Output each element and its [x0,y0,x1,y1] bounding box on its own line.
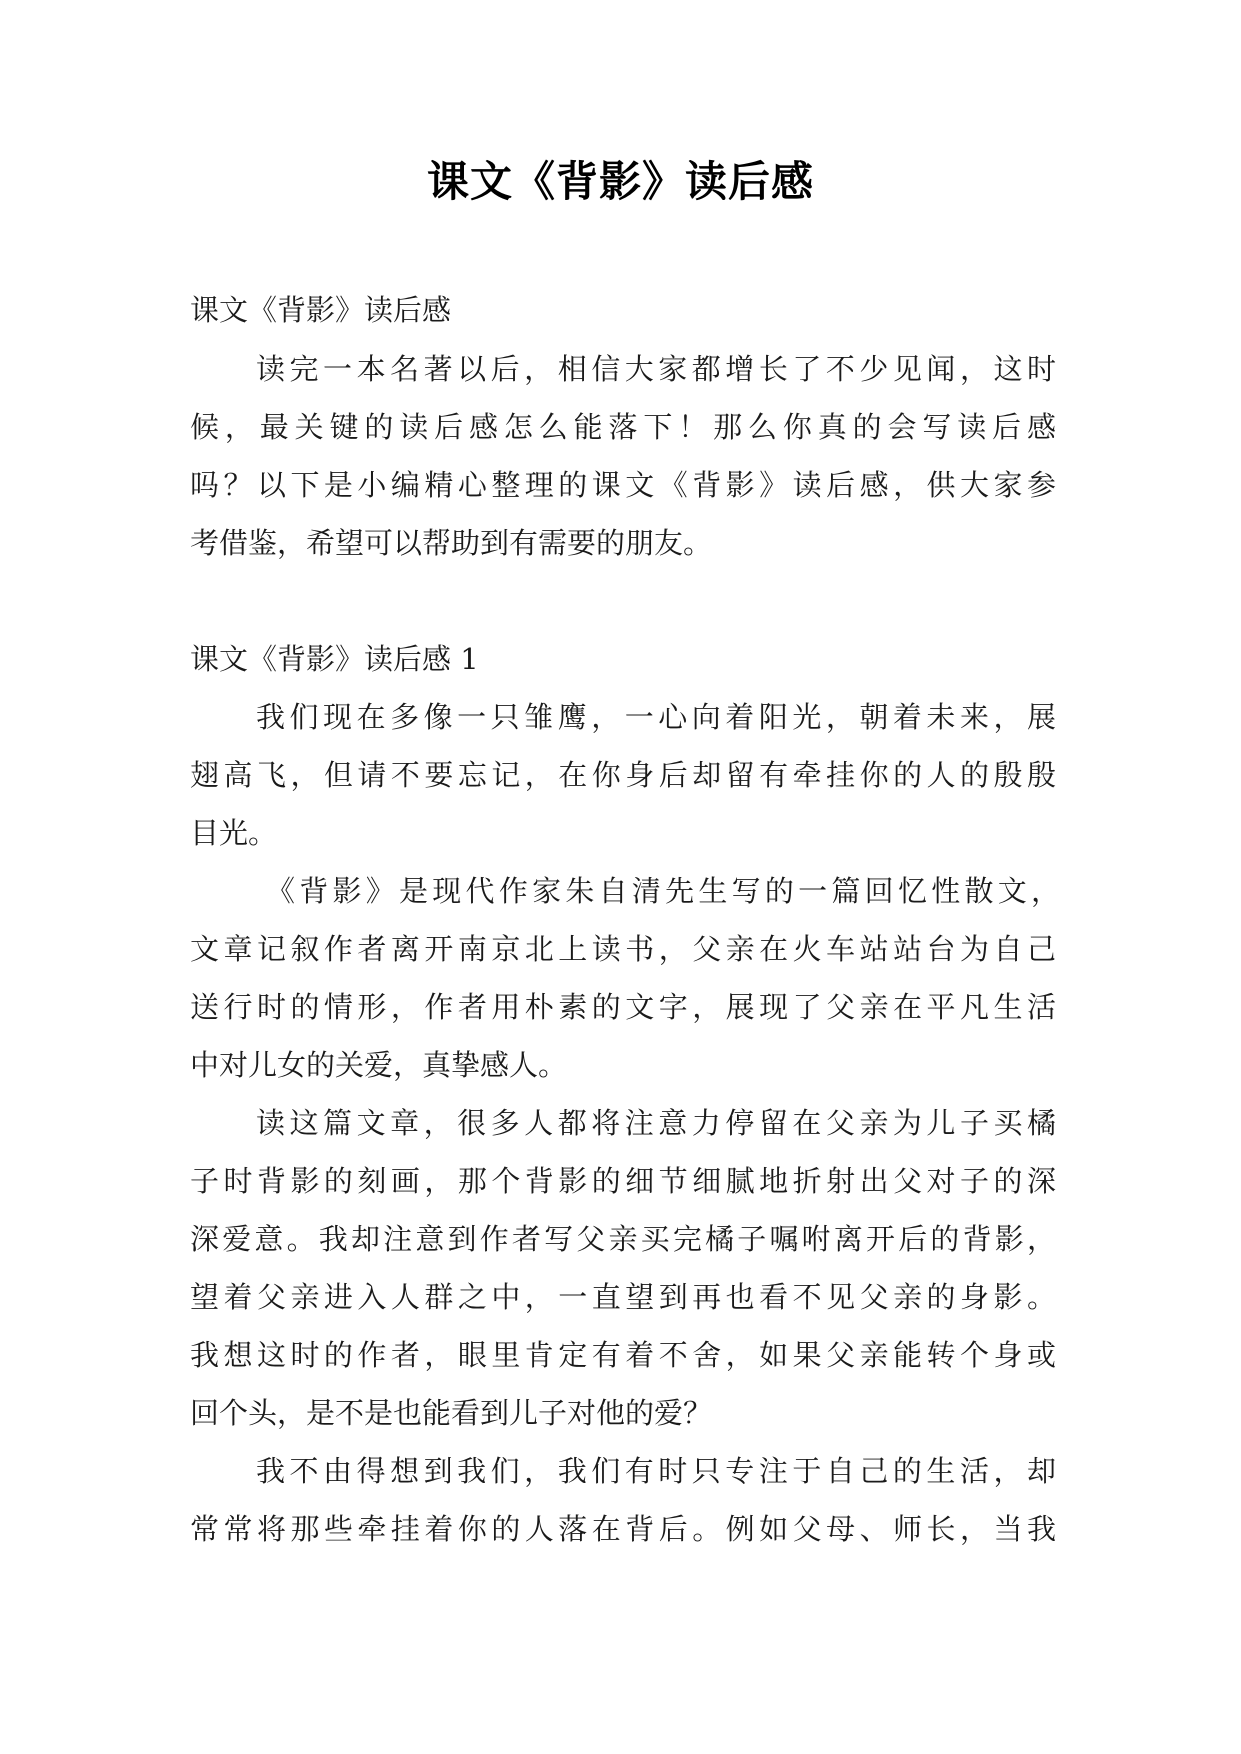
paragraph-line: 回个头，是不是也能看到儿子对他的爱？ [190,1396,713,1430]
paragraph-line: 深爱意。我却注意到作者写父亲买完橘子嘱咐离开后的背影， [190,1222,1056,1256]
paragraph-line: 望着父亲进入人群之中，一直望到再也看不见父亲的身影。 [190,1280,1056,1314]
paragraph-line: 我们现在多像一只雏鹰，一心向着阳光，朝着未来，展 [256,700,1056,734]
section-heading: 课文《背影》读后感 1 [190,642,479,676]
paragraph-line: 读完一本名著以后，相信大家都增长了不少见闻，这时 [256,352,1056,386]
paragraph-line: 读这篇文章，很多人都将注意力停留在父亲为儿子买橘 [256,1106,1056,1140]
paragraph-line: 考借鉴，希望可以帮助到有需要的朋友。 [190,526,713,560]
paragraph-line: 中对儿女的关爱，真挚感人。 [190,1048,568,1082]
paragraph-line: 送行时的情形，作者用朴素的文字，展现了父亲在平凡生活 [190,990,1056,1024]
intro-heading: 课文《背影》读后感 [190,293,452,327]
paragraph-line: 我不由得想到我们，我们有时只专注于自己的生活，却 [256,1454,1056,1488]
paragraph-line: 文章记叙作者离开南京北上读书，父亲在火车站站台为自己 [190,932,1056,966]
paragraph-line: 翅高飞，但请不要忘记，在你身后却留有牵挂你的人的殷殷 [190,758,1056,792]
paragraph-line: 我想这时的作者，眼里肯定有着不舍，如果父亲能转个身或 [190,1338,1056,1372]
paragraph-line: 子时背影的刻画，那个背影的细节细腻地折射出父对子的深 [190,1164,1056,1198]
paragraph-line: 常常将那些牵挂着你的人落在背后。例如父母、师长，当我 [190,1512,1056,1546]
paragraph-line: 吗？以下是小编精心整理的课文《背影》读后感，供大家参 [190,468,1056,502]
paragraph-line: 候，最关键的读后感怎么能落下！那么你真的会写读后感 [190,410,1056,444]
paragraph-line: 《背影》是现代作家朱自清先生写的一篇回忆性散文， [266,874,1060,908]
paragraph-line: 目光。 [190,816,278,850]
document-title: 课文《背影》读后感 [426,157,814,206]
